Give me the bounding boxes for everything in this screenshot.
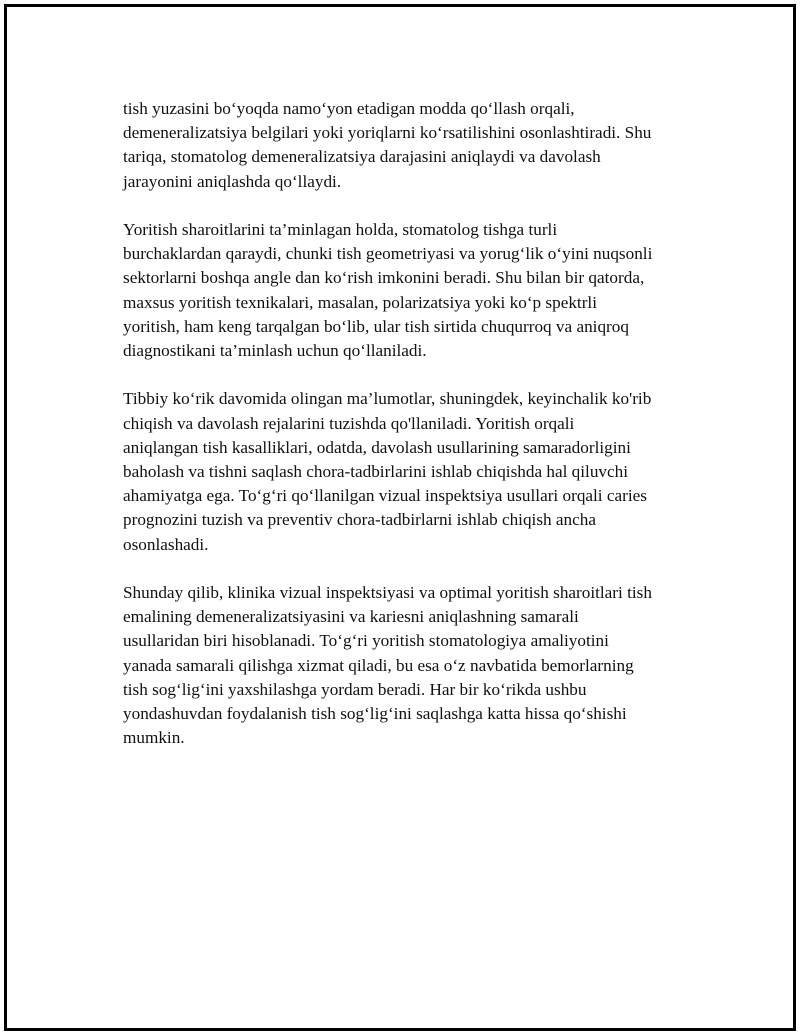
document-body <box>123 97 699 775</box>
paragraph: Yoritish sharoitlarini ta’minlagan holda, stomatolog tishga turli burchaklardan qaraydi, chunki tish geometriyasi va yorug‘lik o‘yini nuqsonli sektorlarni boshqa angle dan ko‘rish imkonini beradi. Shu bilan bir qatorda, maxsus yoritish texnikalari, masalan, polarizatsiya yoki ko‘p spektrli yoritish, ham keng tarqalgan bo‘lib, ular tish sirtida chuqurroq va aniqroq diagnostikani ta’minlash uchun qo‘llaniladi. <box>123 220 653 361</box>
page-border <box>4 4 796 1031</box>
paragraph: tish yuzasini bo‘yoqda namo‘yon etadigan modda qo‘llash orqali, demeneralizatsiya belgilari yoki yoriqlarni ko‘rsatilishini osonlashtiradi. Shu tariqa, stomatolog demeneralizatsiya darajasini aniqlaydi va davolash jarayonini aniqlashda qo‘llaydi. <box>123 99 652 191</box>
paragraph: Shunday qilib, klinika vizual inspektsiyasi va optimal yoritish sharoitlari tish emalining demeneralizatsiyasini va kariesni aniqlashning samarali usullaridan biri hisoblanadi. To‘g‘ri yoritish stomatologiya amaliyotini yanada samarali qilishga xizmat qiladi, bu esa o‘z navbatida bemorlarning tish sog‘lig‘ini yaxshilashga yordam beradi. Har bir ko‘rikda ushbu yondashuvdan foydalanish tish sog‘lig‘ini saqlashga katta hissa qo‘shishi mumkin. <box>123 583 652 748</box>
paragraph: Tibbiy ko‘rik davomida olingan ma’lumotlar, shuningdek, keyinchalik ko'rib chiqish va davolash rejalarini tuzishda qo'llaniladi. Yoritish orqali aniqlangan tish kasalliklari, odatda, davolash usullarining samaradorligini baholash va tishni saqlash chora-tadbirlarini ishlab chiqishda hal qiluvchi ahamiyatga ega. To‘g‘ri qo‘llanilgan vizual inspektsiya usullari orqali caries prognozini tuzish va preventiv chora-tadbirlarni ishlab chiqish ancha osonlashadi. <box>123 389 652 554</box>
